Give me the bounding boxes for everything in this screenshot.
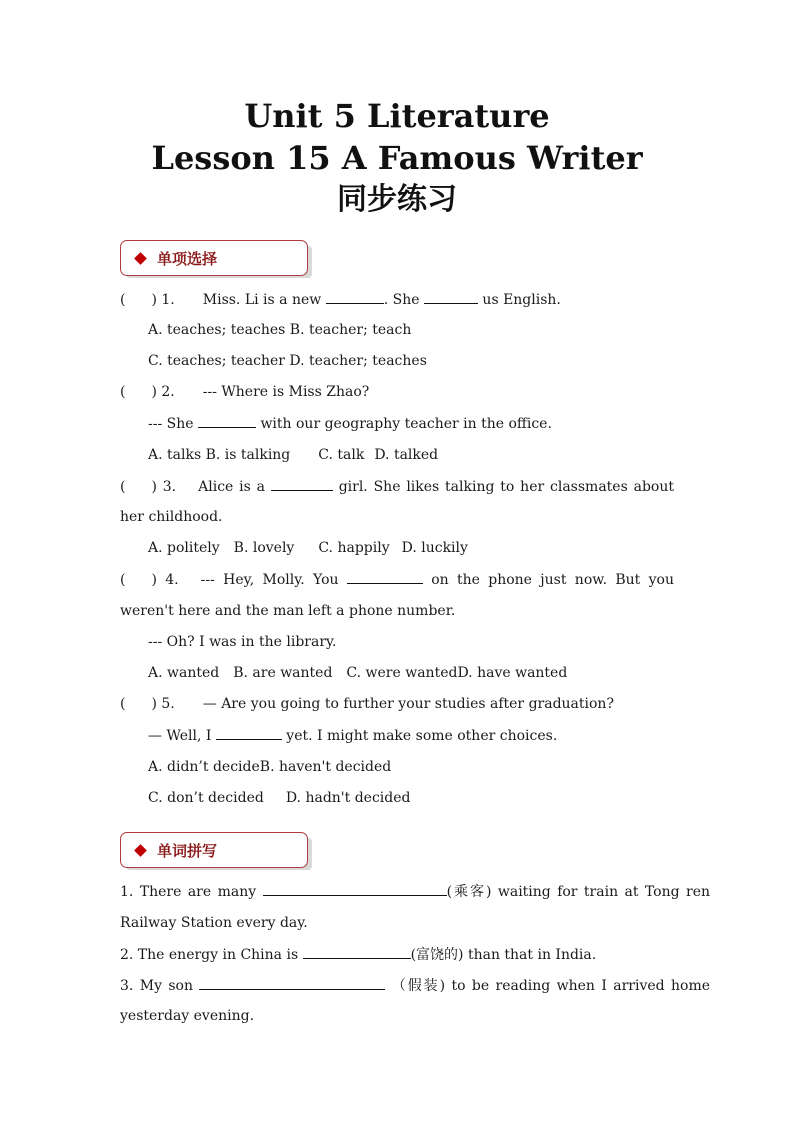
question-3-stem-continued: her childhood. bbox=[120, 509, 223, 525]
spelling-3: 3. My son （假装) to be reading when I arrived home bbox=[120, 975, 710, 996]
question-5-line2: — Well, I yet. I might make some other choices. bbox=[148, 725, 557, 746]
answer-blank[interactable] bbox=[347, 569, 423, 584]
question-4-options: A. wanted B. are wanted C. were wantedD. have wanted bbox=[148, 665, 568, 681]
question-1-stem: ( ) 1. Miss. Li is a new . She us English. bbox=[120, 289, 561, 310]
answer-blank[interactable] bbox=[263, 881, 447, 896]
answer-blank[interactable] bbox=[303, 944, 411, 959]
question-1-options-ab: A. teaches; teaches B. teacher; teach bbox=[148, 322, 412, 338]
question-3-stem: ( ) 3. Alice is a girl. She likes talking to her classmates about bbox=[120, 476, 674, 497]
section-label: 单项选择 bbox=[157, 249, 218, 268]
spelling-1: 1. There are many (乘客) waiting for train at Tong ren bbox=[120, 881, 710, 902]
title-unit: Unit 5 Literature bbox=[244, 97, 550, 135]
answer-blank[interactable] bbox=[271, 476, 333, 491]
answer-blank[interactable] bbox=[216, 725, 282, 740]
answer-blank[interactable] bbox=[424, 289, 478, 304]
answer-blank[interactable] bbox=[326, 289, 384, 304]
question-2-options: A. talks B. is talking C. talk D. talked bbox=[148, 447, 439, 463]
diamond-bullet-icon bbox=[134, 252, 147, 265]
diamond-bullet-icon bbox=[134, 844, 147, 857]
section-header-spelling bbox=[120, 832, 320, 876]
question-4-reply: --- Oh? I was in the library. bbox=[148, 634, 337, 650]
spelling-1-continued: Railway Station every day. bbox=[120, 915, 308, 931]
section-label: 单词拼写 bbox=[157, 841, 218, 860]
question-4-stem-continued: weren't here and the man left a phone number. bbox=[120, 603, 456, 619]
answer-blank[interactable] bbox=[199, 975, 385, 990]
answer-blank[interactable] bbox=[198, 413, 256, 428]
question-5-options-cd: C. don’t decided D. hadn't decided bbox=[148, 790, 411, 806]
question-5-options-ab: A. didn’t decideB. haven't decided bbox=[148, 759, 392, 775]
title-subtitle: 同步练习 bbox=[337, 182, 457, 217]
question-2-stem: ( ) 2. --- Where is Miss Zhao? bbox=[120, 384, 370, 400]
question-5-stem: ( ) 5. — Are you going to further your studies after graduation? bbox=[120, 696, 614, 712]
section-header-multiple-choice bbox=[120, 240, 320, 284]
question-2-line2: --- She with our geography teacher in the office. bbox=[148, 413, 552, 434]
spelling-3-continued: yesterday evening. bbox=[120, 1008, 255, 1024]
spelling-2: 2. The energy in China is (富饶的) than that in India. bbox=[120, 944, 596, 965]
title-lesson: Lesson 15 A Famous Writer bbox=[151, 139, 643, 177]
question-4-stem: ( ) 4. --- Hey, Molly. You on the phone just now. But you bbox=[120, 569, 674, 590]
question-1-options-cd: C. teaches; teacher D. teacher; teaches bbox=[148, 353, 427, 369]
question-3-options: A. politely B. lovely C. happily D. luckily bbox=[148, 540, 468, 556]
